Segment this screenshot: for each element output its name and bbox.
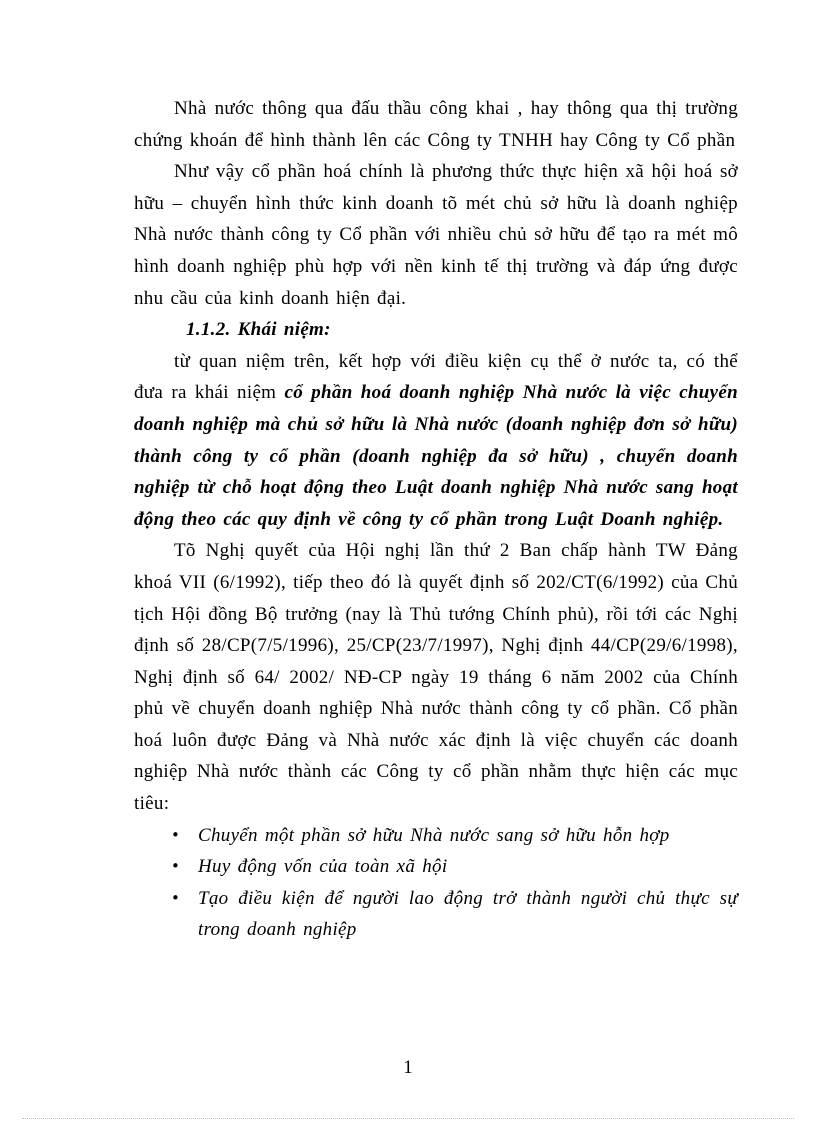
bullet-icon: • <box>171 857 181 876</box>
footer-divider <box>22 1118 794 1119</box>
paragraph-legal-history: Tõ Nghị quyết của Hội nghị lần thứ 2 Ban chấp hành TW Đảng khoá VII (6/1992), tiếp theo đó là quyết định số 202/CT(6/1992) của Chủ tịch Hội đồng Bộ trưởng (nay là Thủ tướng Chính phủ), rồi tới các Nghị định số 28/CP(7/5/1996), 25/CP(23/7/1997), Nghị định 44/CP(29/6/1998), Nghị định số 64/ 2002/ NĐ-CP ngày 19 tháng 6 năm 2002 của Chính phủ về chuyển doanh nghiệp Nhà nước thành công ty cổ phần. Cổ phần hoá luôn được Đảng và Nhà nước xác định là việc chuyển các doanh nghiệp Nhà nước thành các Công ty cổ phần nhằm thực hiện các mục tiêu: <box>134 540 738 815</box>
paragraph-intro: Nhà nước thông qua đấu thầu công khai , hay thông qua thị trường chứng khoán để hình thành lên các Công ty TNHH hay Công ty Cổ phần <box>134 98 738 151</box>
list-item <box>134 851 738 883</box>
list-item <box>134 820 738 852</box>
list-item-text: Chuyển một phần sở hữu Nhà nước sang sở hữu hỗn hợp <box>198 824 670 846</box>
paragraph-equitization-definition: Như vậy cổ phần hoá chính là phương thức thực hiện xã hội hoá sở hữu – chuyển hình thức kinh doanh tõ mét chủ sở hữu là doanh nghiệp Nhà nước thành công ty Cổ phần với nhiều chủ sở hữu để tạo ra mét mô hình doanh nghiệp phù hợp với nền kinh tế thị trường và đáp ứng được nhu cầu của kinh doanh hiện đại. <box>134 161 738 309</box>
bullet-icon: • <box>171 888 181 907</box>
paragraph-concept <box>134 346 738 536</box>
page-number: 1 <box>403 1057 413 1078</box>
list-item-text: Huy động vốn của toàn xã hội <box>198 856 448 878</box>
section-heading: 1.1.2. Khái niệm: <box>186 319 331 341</box>
document-body <box>134 93 738 946</box>
objectives-list <box>134 820 738 946</box>
list-item <box>134 883 738 946</box>
concept-intro-text: từ quan niệm trên, kết hợp với điều kiện cụ thể ở nước ta, có thể đưa ra khái niệm <box>134 350 738 404</box>
concept-emphasis-text: cổ phần hoá doanh nghiệp Nhà nước là việc chuyển doanh nghiệp mà chủ sở hữu là Nhà nước (doanh nghiệp đơn sở hữu) thành công ty cổ phần (doanh nghiệp đa sở hữu) , chuyển doanh nghiệp từ chỗ hoạt động theo Luật doanh nghiệp Nhà nước sang hoạt động theo các quy định về công ty cổ phần trong Luật Doanh nghiệp. <box>134 382 738 530</box>
bullet-icon: • <box>171 825 181 844</box>
list-item-text: Tạo điều kiện để người lao động trở thành người chủ thực sự trong doanh nghiệp <box>198 887 738 941</box>
